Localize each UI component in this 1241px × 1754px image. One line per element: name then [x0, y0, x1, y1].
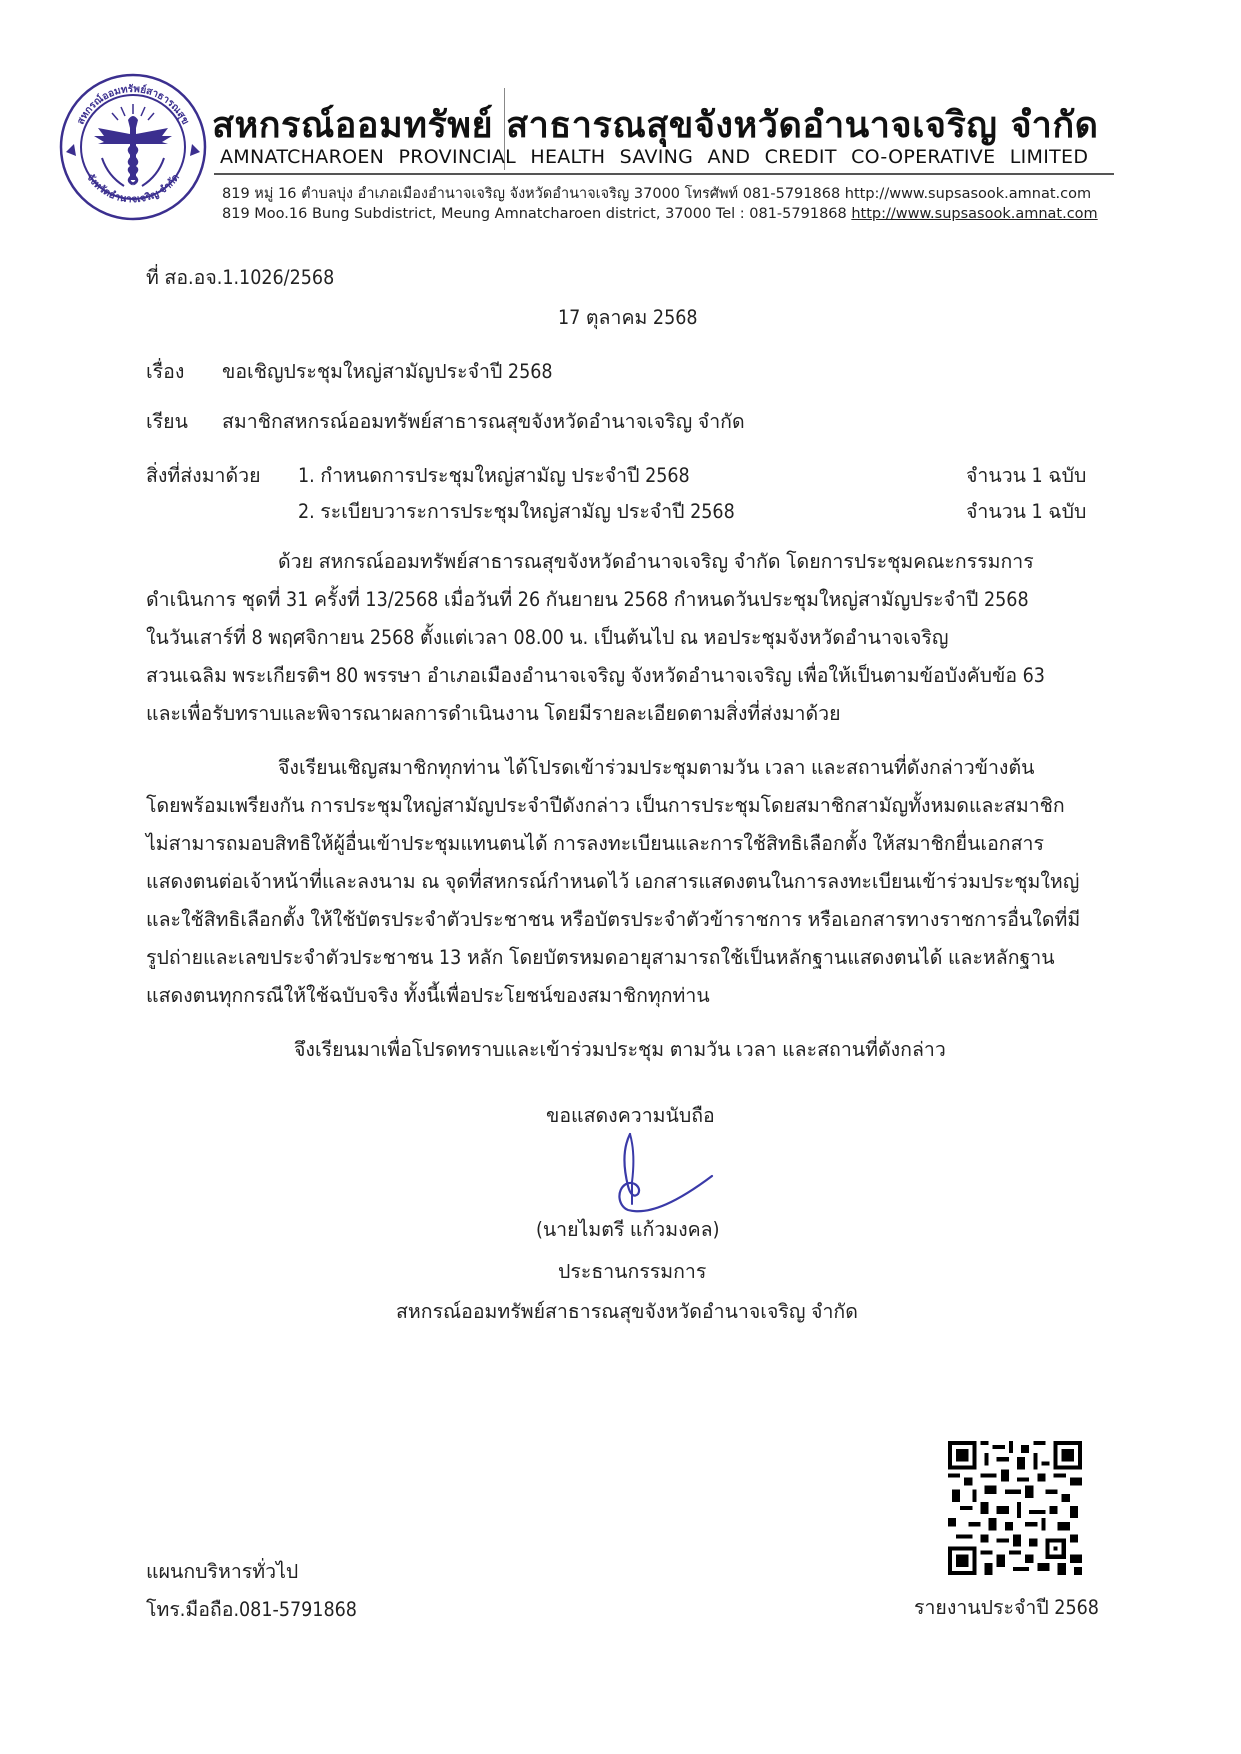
org-name-english: AMNATCHAROEN PROVINCIAL HEALTH SAVING AND CREDIT CO-OPERATIVE LIMITED [220, 146, 1089, 168]
enclosure-quantity: จำนวน 1 ฉบับ [966, 464, 1087, 487]
subject: ขอเชิญประชุมใหญ่สามัญประจำปี 2568 [222, 360, 553, 383]
enclosure-item: 1. กำหนดการประชุมใหญ่สามัญ ประจำปี 2568 [298, 464, 690, 487]
website-link[interactable]: http://www.supsasook.amnat.com [851, 206, 1098, 222]
paragraph-line: โดยพร้อมเพรียงกัน การประชุมใหญ่สามัญประจำปีดังกล่าว เป็นการประชุมโดยสมาชิกสามัญทั้งหมดและสมาชิก [146, 794, 1065, 817]
recipient-label: เรียน [146, 410, 188, 433]
closing-line: จึงเรียนมาเพื่อโปรดทราบและเข้าร่วมประชุม ตามวัน เวลา และสถานที่ดังกล่าว [294, 1038, 946, 1061]
reference-number: ที่ สอ.อจ.1.1026/2568 [146, 266, 335, 289]
enclosures-label: สิ่งที่ส่งมาด้วย [146, 464, 261, 487]
paragraph-line: และเพื่อรับทราบและพิจารณาผลการดำเนินงาน โดยมีรายละเอียดตามสิ่งที่ส่งมาด้วย [146, 702, 841, 725]
subject-label: เรื่อง [146, 360, 185, 383]
enclosure-item: 2. ระเบียบวาระการประชุมใหญ่สามัญ ประจำปี 2568 [298, 500, 735, 523]
enclosure-quantity: จำนวน 1 ฉบับ [966, 500, 1087, 523]
signatory-title: ประธานกรรมการ [558, 1260, 707, 1283]
qr-caption: รายงานประจำปี 2568 [914, 1596, 1099, 1619]
cooperative-logo [58, 72, 208, 222]
paragraph-line: ดำเนินการ ชุดที่ 31 ครั้งที่ 13/2568 เมื่อวันที่ 26 กันยายน 2568 กำหนดวันประชุมใหญ่สามัญประจำปี 2568 [146, 588, 1029, 611]
letter-date: 17 ตุลาคม 2568 [558, 306, 698, 329]
caduceus-seal-icon [58, 72, 208, 222]
address-thai: 819 หมู่ 16 ตำบลบุ่ง อำเภอเมืองอำนาจเจริญ จังหวัดอำนาจเจริญ 37000 โทรศัพท์ 081-5791868 http://www.supsasook.amnat.com [222, 186, 1092, 202]
signatory-name: (นายไมตรี แก้วมงคล) [536, 1218, 720, 1241]
paragraph-line: สวนเฉลิม พระเกียรติฯ 80 พรรษา อำเภอเมืองอำนาจเจริญ จังหวัดอำนาจเจริญ เพื่อให้เป็นตามข้อบังคับข้อ 63 [146, 664, 1045, 687]
department: แผนกบริหารทั่วไป [146, 1560, 299, 1583]
paragraph-line: และใช้สิทธิเลือกตั้ง ให้ใช้บัตรประจำตัวประชาชน หรือบัตรประจำตัวข้าราชการ หรือเอกสารทางราชการอื่นใดที่มี [146, 908, 1081, 931]
svg-text:สหกรณ์ออมทรัพย์สาธารณสุข: สหกรณ์ออมทรัพย์สาธารณสุข [75, 83, 191, 127]
qr-code-icon[interactable] [948, 1440, 1082, 1576]
svg-text:จังหวัดอำนาจเจริญ จำกัด: จังหวัดอำนาจเจริญ จำกัด [84, 172, 182, 206]
header-rule [214, 173, 1114, 175]
org-name-thai: สหกรณ์ออมทรัพย์ สาธารณสุขจังหวัดอำนาจเจริญ จำกัด [212, 105, 1099, 146]
paragraph-line: ด้วย สหกรณ์ออมทรัพย์สาธารณสุขจังหวัดอำนาจเจริญ จำกัด โดยการประชุมคณะกรรมการ [278, 550, 1034, 573]
paragraph-line: รูปถ่ายและเลขประจำตัวประชาชน 13 หลัก โดยบัตรหมดอายุสามารถใช้เป็นหลักฐานแสดงตนได้ และหลักฐาน [146, 946, 1055, 969]
signature-icon [600, 1130, 720, 1220]
signatory-organization: สหกรณ์ออมทรัพย์สาธารณสุขจังหวัดอำนาจเจริญ จำกัด [396, 1300, 858, 1323]
complimentary-close: ขอแสดงความนับถือ [546, 1104, 715, 1127]
address-english [222, 206, 1098, 222]
paragraph-line: ในวันเสาร์ที่ 8 พฤศจิกายน 2568 ตั้งแต่เวลา 08.00 น. เป็นต้นไป ณ หอประชุมจังหวัดอำนาจเจริญ [146, 626, 949, 649]
paragraph-line: จึงเรียนเชิญสมาชิกทุกท่าน ได้โปรดเข้าร่วมประชุมตามวัน เวลา และสถานที่ดังกล่าวข้างต้น [278, 756, 1035, 779]
paragraph-line: ไม่สามารถมอบสิทธิให้ผู้อื่นเข้าประชุมแทนตนได้ การลงทะเบียนและการใช้สิทธิเลือกตั้ง ให้สมาชิกยื่นเอกสาร [146, 832, 1044, 855]
paragraph-line: แสดงตนทุกกรณีให้ใช้ฉบับจริง ทั้งนี้เพื่อประโยชน์ของสมาชิกทุกท่าน [146, 984, 710, 1007]
paragraph-line: แสดงตนต่อเจ้าหน้าที่และลงนาม ณ จุดที่สหกรณ์กำหนดไว้ เอกสารแสดงตนในการลงทะเบียนเข้าร่วมประชุมใหญ่ [146, 870, 1080, 893]
address-english-text: 819 Moo.16 Bung Subdistrict, Meung Amnatcharoen district, 37000 Tel : 081-5791868 [222, 206, 852, 222]
department-phone: โทร.มือถือ.081-5791868 [146, 1598, 357, 1621]
recipient: สมาชิกสหกรณ์ออมทรัพย์สาธารณสุขจังหวัดอำนาจเจริญ จำกัด [222, 410, 745, 433]
